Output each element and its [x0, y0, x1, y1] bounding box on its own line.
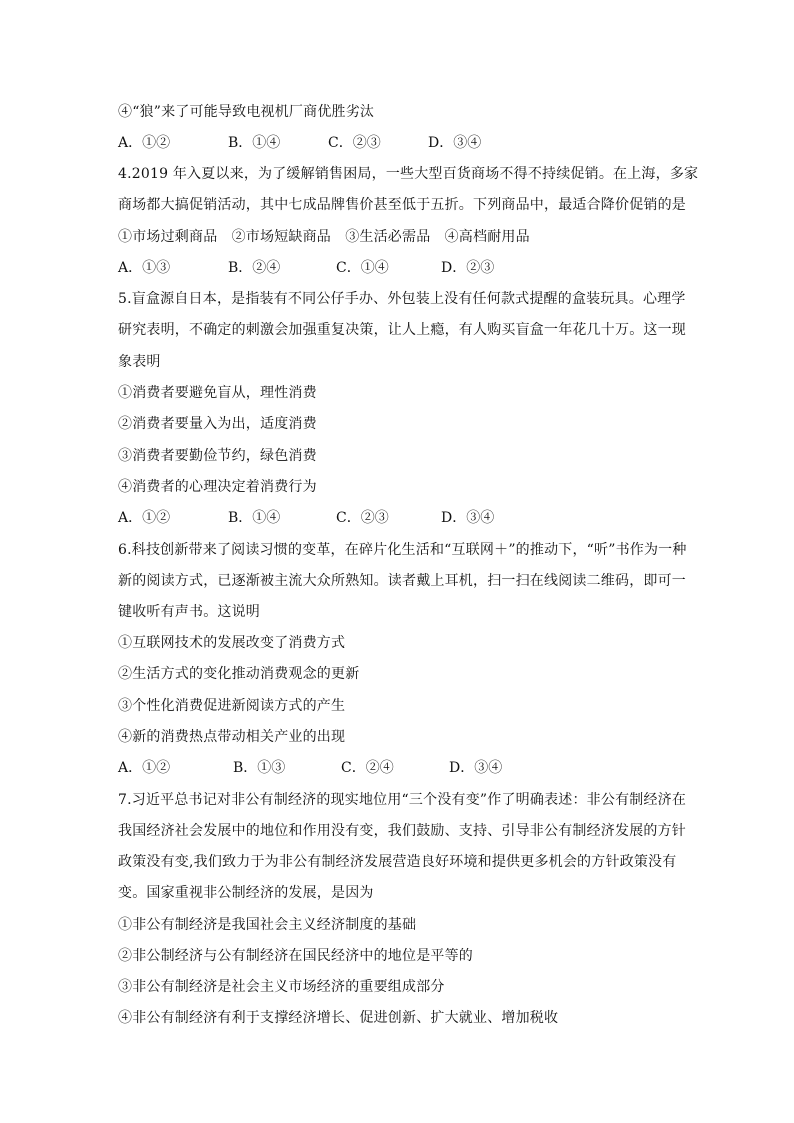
q7-stem-line-2: 我国经济社会发展中的地位和作用没有变，我们鼓励、支持、引导非公有制经济发展的方针 — [118, 823, 686, 839]
q7-stem-line-1: 7.习近平总书记对非公有制经济的现实地位用“三个没有变”作了明确表述：非公有制经济在 — [118, 792, 687, 808]
q5-item-3: ③消费者要勤俭节约，绿色消费 — [118, 448, 317, 464]
q6-item-3: ③个性化消费促进新阅读方式的产生 — [118, 698, 346, 714]
q4-option-a: A．①③ — [118, 260, 171, 276]
q5-item-4: ④消费者的心理决定着消费行为 — [118, 479, 317, 495]
q5-item-1: ①消费者要避免盲从，理性消费 — [118, 385, 317, 401]
q4-items: ①市场过剩商品 ②市场短缺商品 ③生活必需品 ④高档耐用品 — [118, 229, 530, 245]
q4-option-d: D．②③ — [441, 260, 495, 276]
q7-item-1: ①非公有制经济是我国社会主义经济制度的基础 — [118, 917, 417, 933]
q6-option-b: B．①③ — [233, 760, 286, 776]
q6-option-d: D．③④ — [449, 760, 503, 776]
q7-item-2: ②非公制经济与公有制经济在国民经济中的地位是平等的 — [118, 948, 473, 964]
q3-option-a: A．①② — [118, 135, 171, 151]
q7-stem-line-3: 政策没有变,我们致力于为非公有制经济发展营造良好环境和提供更多机会的方针政策没有 — [118, 854, 677, 870]
q7-item-3: ③非公有制经济是社会主义市场经济的重要组成部分 — [118, 979, 445, 995]
q5-option-a: A．①② — [118, 510, 171, 526]
q6-option-a: A．①② — [118, 760, 171, 776]
q6-stem-line-2: 新的阅读方式，已逐渐被主流大众所熟知。读者戴上耳机，扫一扫在线阅读二维码，即可一 — [118, 573, 686, 589]
q7-stem-line-4: 变。国家重视非公制经济的发展，是因为 — [118, 885, 374, 901]
q3-option-d: D．③④ — [428, 135, 482, 151]
q6-stem-line-3: 键收听有声书。这说明 — [118, 604, 260, 620]
q5-stem-line-2: 研究表明，不确定的刺激会加强重复决策，让人上瘾，有人购买盲盒一年花几十万。这一现 — [118, 322, 686, 338]
q7-item-4: ④非公有制经济有利于支撑经济增长、促进创新、扩大就业、增加税收 — [118, 1010, 559, 1026]
q3-option-b: B．①④ — [228, 135, 281, 151]
q6-stem-line-1: 6.科技创新带来了阅读习惯的变革，在碎片化生活和“互联网＋”的推动下，“听”书作为一种 — [118, 542, 687, 558]
q6-option-c: C．②④ — [341, 760, 394, 776]
q4-option-b: B．②④ — [228, 260, 281, 276]
q5-option-d: D．③④ — [441, 510, 495, 526]
q6-item-2: ②生活方式的变化推动消费观念的更新 — [118, 666, 360, 682]
q4-stem-line-2: 商场都大搞促销活动，其中七成品牌售价甚至低于五折。下列商品中，最适合降价促销的是 — [118, 197, 686, 213]
q5-option-c: C．②③ — [336, 510, 389, 526]
q5-option-b: B．①④ — [228, 510, 281, 526]
q5-stem-line-1: 5.盲盒源自日本，是指装有不同公仔手办、外包装上没有任何款式提醒的盒装玩具。心理学 — [118, 291, 686, 307]
q5-item-2: ②消费者要量入为出，适度消费 — [118, 416, 317, 432]
q4-stem-line-1: 4.2019 年入夏以来，为了缓解销售困局，一些大型百货商场不得不持续促销。在上海，多家 — [118, 166, 699, 182]
q5-stem-line-3: 象表明 — [118, 354, 161, 370]
q4-option-c: C．①④ — [336, 260, 389, 276]
q6-item-1: ①互联网技术的发展改变了消费方式 — [118, 635, 346, 651]
q6-item-4: ④新的消费热点带动相关产业的出现 — [118, 729, 346, 745]
q3-item-4: ④“狼”来了可能导致电视机厂商优胜劣汰 — [118, 104, 375, 120]
q3-option-c: C．②③ — [328, 135, 381, 151]
